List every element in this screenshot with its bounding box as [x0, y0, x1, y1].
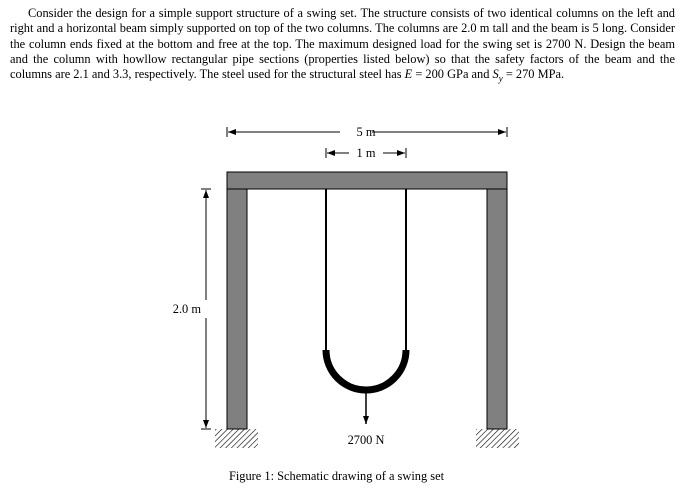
- horizontal-beam: [227, 172, 507, 189]
- swing-spacing-dimension: [326, 146, 406, 160]
- swing-spacing-label: 1 m: [356, 146, 376, 160]
- beam-length-dimension: [227, 125, 507, 139]
- swing-seat: [326, 350, 406, 390]
- column-height-label: 2.0 m: [172, 302, 201, 316]
- problem-text-part2: = 200 GPa and: [412, 67, 493, 82]
- problem-text-part3: = 270 MPa.: [502, 67, 565, 82]
- right-ground-support: [476, 429, 519, 448]
- yield-subscript: y: [498, 73, 503, 84]
- right-column: [487, 189, 507, 429]
- figure-caption-text: Figure 1: Schematic drawing of a swing set: [228, 469, 445, 483]
- figure-caption: [0, 469, 685, 484]
- problem-text-part1: Consider the design for a simple support structure of a swing set. The structure consists of two identical columns on the left and right and a horizontal beam simply supported on top of the two columns. The columns are 2.0 m tall and the beam is 5 long. Consider the column ends fixed at the bottom and free at the top. The maximum designed load for the swing set is 2700 N. Design the beam and the column with howllow rectangular pipe sections (properties listed below) so that the safety factors of the beam and the columns are 2.1 and 3.3, respectively. The steel used for the structural steel has: [10, 6, 675, 82]
- beam-length-label: 5 m: [356, 125, 376, 139]
- left-ground-support: [215, 429, 258, 448]
- modulus-symbol: E: [404, 67, 413, 82]
- load-label: 2700 N: [347, 433, 385, 447]
- left-column: [227, 189, 247, 429]
- column-height-dimension: [173, 189, 211, 429]
- yield-symbol: S: [492, 67, 499, 82]
